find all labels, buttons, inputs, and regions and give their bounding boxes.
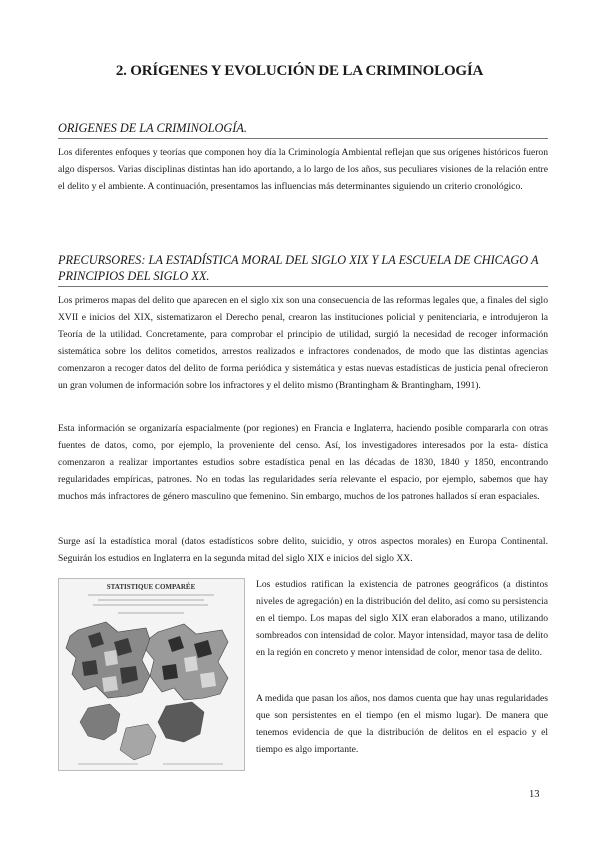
page-number: 13 <box>529 789 540 800</box>
historical-crime-map-figure <box>58 578 245 771</box>
paragraph-1: Los primeros mapas del delito que aparecen en el siglo xix son una consecuencia de las reformas legales que, a finales del siglo XVII e inicios del XIX, sistematizaron el Derecho penal, crearon las instituciones policial y penitenciaria, e introdujeron la Teoría de la utilidad. Concretamente, para comprobar el principio de utilidad, surgió la necesidad de recoger información sistemática sobre los delitos cometidos, arrestos realizados e infractores condenados, de modo que las distintas agencias comenzaron a recoger datos del delito de forma periódica y sistemática y estas nuevas estadísticas de justicia penal ofrecieron un gran volumen de información sobre los infractores y el delito mismo (Brantingham & Brantingham, 1991). <box>58 295 548 392</box>
section-heading-origenes: ORIGENES DE LA CRIMINOLOGÍA. <box>58 120 548 139</box>
paragraph-5: A medida que pasan los años, nos damos cuenta que hay unas regularidades que son persistentes en el tiempo (en el mismo lugar). De manera que tenemos evidencia de que la distribución de delitos en el espacio y el tiempo es algo importante. <box>256 693 548 756</box>
paragraph-3: Surge así la estadística moral (datos estadísticos sobre delito, suicidio, y otros aspectos morales) en Europa Continental. Seguirán los estudios en Inglaterra en la segunda mitad del siglo XIX e inicios del siglo XX. <box>58 536 548 565</box>
paragraph-origenes: Los diferentes enfoques y teorías que componen hoy día la Criminología Ambiental reflejan que sus orígenes históricos fueron algo dispersos. Varias disciplinas distintas han ido aportando, a lo largo de los años, sus peculiares visiones de la relación entre el delito y el ambiente. A continuación, presentamos las influencias más determinantes siguiendo un criterio cronológico. <box>58 147 548 193</box>
page-title: 2. ORÍGENES Y EVOLUCIÓN DE LA CRIMINOLOGÍA <box>115 63 484 79</box>
section-heading-precursores: PRECURSORES: LA ESTADÍSTICA MORAL DEL SIGLO XIX Y LA ESCUELA DE CHICAGO A PRINCIPIOS DEL SIGLO XX. <box>58 252 548 287</box>
paragraph-2: Esta información se organizaría espacialmente (por regiones) en Francia e Inglaterra, haciendo posible compararla con otras fuentes de datos, como, por ejemplo, la proveniente del censo. Así, los investigadores interesados por la esta- dística comenzaron a realizar importantes estudios sobre estadística penal en las décadas de 1830, 1840 y 1850, encontrando regularidades empíricas, patrones. No en todas las regularidades sería relevante el espacio, por ejemplo, sabemos que hay muchos más infractores de género masculino que femenino. Sin embargo, muchos de los patrones hallados sí eran espaciales. <box>58 423 548 503</box>
figure-caption: STATISTIQUE COMPARÉE <box>106 583 196 591</box>
paragraph-4: Los estudios ratifican la existencia de patrones geográficos (a distintos niveles de agregación) en la distribución del delito, así como su persistencia en el tiempo. Los mapas del siglo XIX eran elaborados a mano, utilizando sombreados con intensidad de color. Mayor intensidad, mayor tasa de delito en la región en concreto y menor intensidad de color, menor tasa de delito. <box>256 579 548 659</box>
france-map-illustration <box>58 578 245 771</box>
